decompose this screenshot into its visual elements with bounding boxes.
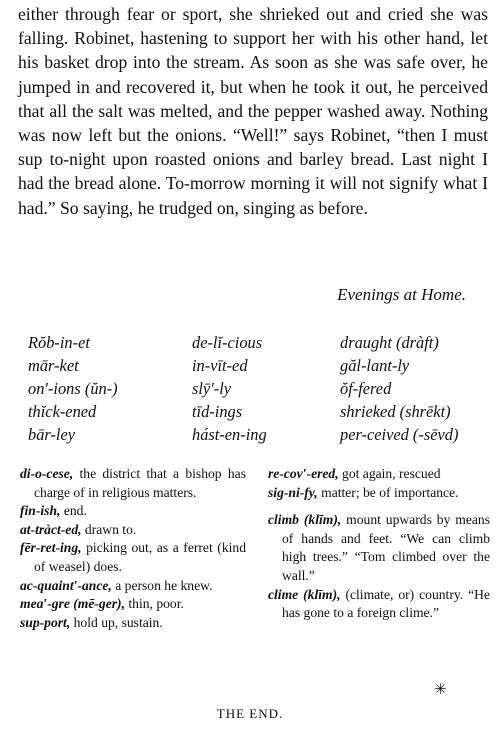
definition-entry [268, 465, 490, 484]
definition-text: the district that a bishop has charge of in religious matters. [34, 466, 246, 500]
word-item: Rŏb-in-et [28, 333, 90, 352]
definition-entry [20, 502, 246, 521]
definition-headword: at-tràct-ed, [20, 521, 82, 537]
word-item: slȳ′-ly [192, 379, 232, 398]
word-item: on′-ions (ŭn-) [28, 379, 118, 398]
definition-entry [268, 511, 490, 585]
definition-headword: sig-ni-fy, [268, 484, 318, 500]
definition-headword: ac-quaint′-ance, [20, 577, 112, 593]
definition-text: mount upwards by means of hands and feet. “We can climb high trees.” “Tom climbed over the wall.” [282, 512, 491, 583]
word-item: in-vīt-ed [192, 356, 248, 375]
word-item: hást-en-ing [192, 425, 267, 444]
definition-text: got again, rescued [338, 466, 441, 481]
word-item: mār-ket [28, 356, 79, 375]
definition-headword: fin-ish, [20, 503, 61, 519]
word-item: tīd-ings [192, 402, 243, 421]
definition-text: thin, poor. [124, 596, 184, 612]
word-item: per-ceived (-sēvd) [340, 425, 459, 444]
definition-entry [20, 595, 246, 614]
story-text: either through fear or sport, she shrieked out and cried she was falling. Robinet, hastening to support her with his other hand, let his basket drop into the stream. As soon as she was safe over, he jumped in and recovered it, but when he took it out, he perceived that all the salt was melted, and the pepper washed away. Nothing was now left but the onions. “Well!” says Robinet, “then I must sup to-night upon roasted onions and barley bread. Last night I had the bread alone. To-morrow morning it will not signify what I had.” So saying, he trudged on, singing as before. [18, 4, 488, 218]
definition-entry [268, 484, 490, 503]
definition-entry [20, 614, 246, 633]
definition-text: matter; be of importance. [317, 484, 459, 500]
definitions-left-column [20, 465, 246, 632]
source-attribution: Evenings at Home. [337, 285, 466, 304]
word-item: draught (dràft) [340, 333, 439, 352]
definition-text: a person he knew. [111, 577, 213, 593]
definition-entry [20, 521, 246, 540]
definition-text: picking out, as a ferret (kind of weasel) does. [34, 540, 246, 574]
end-heading: THE END. [216, 706, 284, 721]
word-item: bār-ley [28, 425, 76, 444]
definition-text: end. [60, 503, 87, 519]
definition-headword: sup-port, [20, 614, 71, 630]
definition-headword: re-cov′-ered, [268, 466, 339, 481]
word-item: shrieked (shrēkt) [340, 402, 451, 421]
definition-entry [268, 586, 490, 623]
word-item: găl-lant-ly [340, 356, 410, 375]
word-item: de-lĭ-cious [192, 333, 263, 352]
word-item: thĭck-ened [28, 402, 97, 421]
definition-text: hold up, sustain. [70, 614, 163, 630]
pronunciation-word-list [28, 331, 490, 446]
definition-headword: mea′-gre (mē-ger), [20, 596, 125, 612]
definition-headword: fēr-ret-ing, [20, 540, 82, 556]
definition-entry [20, 577, 246, 596]
definitions-right-column [268, 465, 490, 623]
word-item: ŏf-fered [340, 379, 392, 398]
definition-text: (climate, or) country. “He has gone to a foreign clime.” [282, 586, 490, 621]
story-passage [18, 2, 488, 220]
asterisk-ornament-icon: ✳ [434, 680, 447, 698]
definition-headword: di-o-cese, [20, 466, 74, 481]
definition-entry [20, 465, 246, 502]
definition-headword: clime (klīm), [268, 586, 341, 602]
definition-entry [20, 539, 246, 576]
definition-text: drawn to. [81, 521, 137, 537]
definition-headword: climb (klīm), [268, 512, 342, 528]
